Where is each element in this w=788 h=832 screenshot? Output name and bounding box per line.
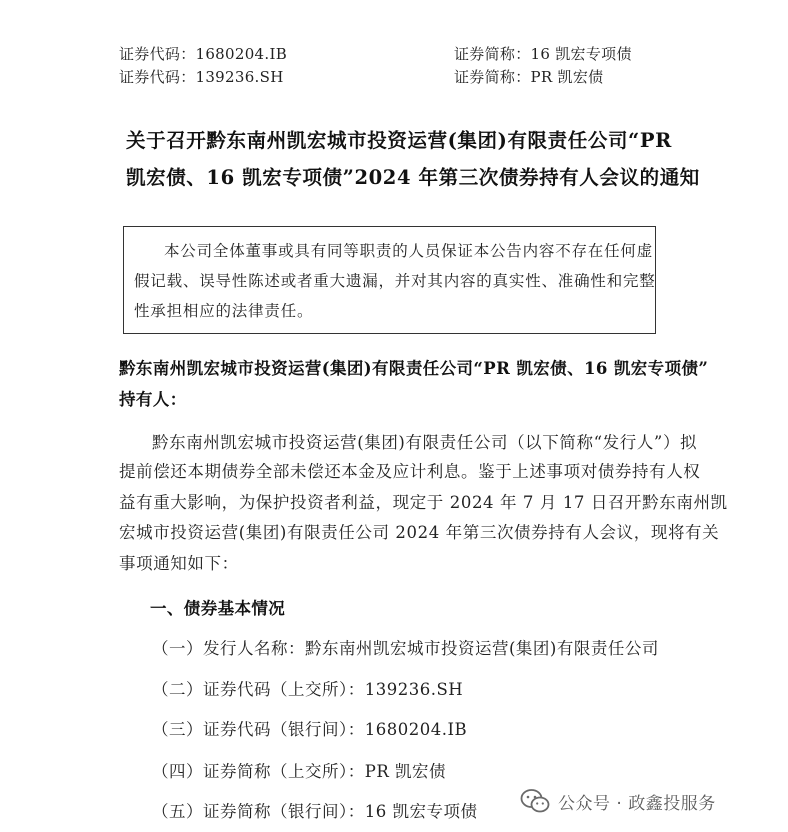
document-title-line-2: 凯宏债、16 凯宏专项债”2024 年第三次债券持有人会议的通知	[126, 166, 700, 189]
body-line-2: 提前偿还本期债券全部未偿还本金及应计利息。鉴于上述事项对债券持有人权	[119, 462, 701, 481]
watermark	[520, 786, 716, 816]
disclaimer-line-1: 本公司全体董事或具有同等职责的人员保证本公告内容不存在任何虚	[164, 242, 654, 260]
body-line-4: 宏城市投资运营(集团)有限责任公司 2024 年第三次债券持有人会议，现将有关	[119, 523, 720, 542]
header-abbr-ib: 证券简称：16 凯宏专项债	[454, 45, 632, 63]
header-code-sh: 证券代码：139236.SH	[119, 68, 284, 86]
body-line-1: 黔东南州凯宏城市投资运营(集团)有限责任公司（以下简称“发行人”）拟	[152, 433, 698, 452]
body-line-3: 益有重大影响，为保护投资者利益，现定于 2024 年 7 月 17 日召开黔东南州凯	[119, 493, 728, 512]
addressee-line-1: 黔东南州凯宏城市投资运营(集团)有限责任公司“PR 凯宏债、16 凯宏专项债”	[119, 359, 709, 378]
list-item: （一）发行人名称：黔东南州凯宏城市投资运营(集团)有限责任公司	[152, 639, 659, 658]
header-code-ib: 证券代码：1680204.IB	[119, 45, 288, 63]
document-title-line-1: 关于召开黔东南州凯宏城市投资运营(集团)有限责任公司“PR	[126, 129, 672, 152]
section-heading: 一、债券基本情况	[150, 599, 286, 618]
list-item: （四）证券简称（上交所）：PR 凯宏债	[152, 762, 447, 781]
disclaimer-line-2: 假记载、误导性陈述或者重大遗漏，并对其内容的真实性、准确性和完整	[134, 272, 656, 290]
header-abbr-sh: 证券简称：PR 凯宏债	[454, 68, 604, 86]
watermark-text: 公众号 · 政鑫投服务	[558, 793, 716, 814]
addressee-line-2: 持有人：	[119, 390, 187, 409]
list-item: （二）证券代码（上交所）：139236.SH	[152, 680, 464, 699]
disclaimer-box	[123, 226, 656, 334]
disclaimer-line-3: 性承担相应的法律责任。	[134, 302, 314, 320]
list-item: （五）证券简称（银行间）：16 凯宏专项债	[152, 802, 478, 821]
body-line-5: 事项通知如下：	[119, 554, 239, 573]
list-item: （三）证券代码（银行间）：1680204.IB	[152, 720, 468, 739]
wechat-icon	[520, 788, 550, 814]
